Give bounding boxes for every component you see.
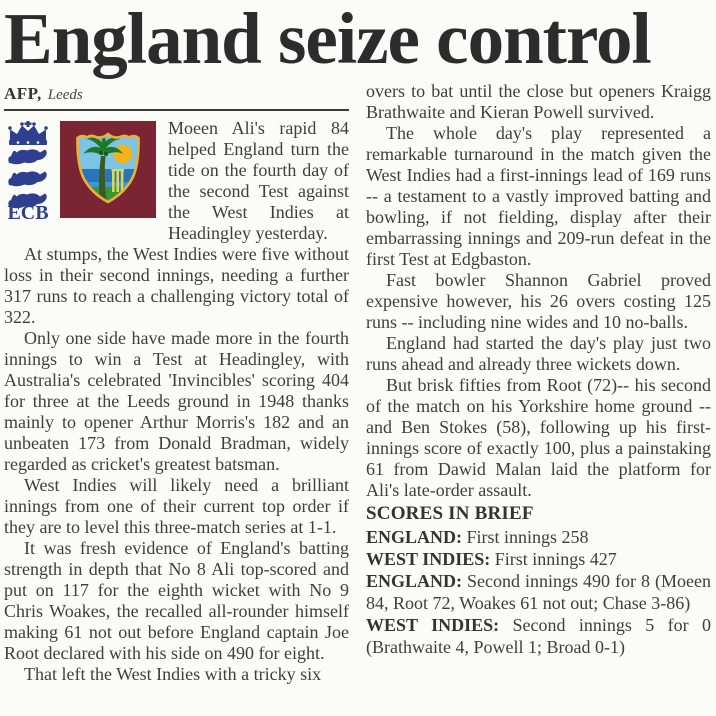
score-text: Second innings 490 for 8 (Moeen 84, Root 72, Woakes 61 not out; Chase 3-86)	[366, 571, 712, 614]
article-paragraph: overs to bat until the close but openers Kraigg Brathwaite and Kieran Powell survived.	[366, 81, 711, 123]
score-team: ENGLAND:	[366, 527, 463, 548]
score-text: Second innings 5 for 0 (Brathwaite 4, Powell 1; Broad 0-1)	[366, 615, 712, 658]
west-indies-crest-icon	[60, 121, 156, 218]
article-paragraph: But brisk fifties from Root (72)-- his second of the match on his Yorkshire home ground -- and Ben Stokes (58), following up his first-innings score of exactly 100, plus a painstaking 61 from Dawid Malan laid the platform for Ali's late-order assault.	[366, 375, 711, 501]
score-team: WEST INDIES:	[366, 615, 500, 636]
article-paragraph: Moeen Ali's rapid 84 helped England turn the tide on the fourth day of the second Test against the West Indies at Headingley yesterday.	[168, 118, 349, 244]
column-right	[366, 81, 711, 685]
article-paragraph: That left the West Indies with a tricky six	[24, 664, 322, 685]
article-paragraph: England had started the day's play just two runs ahead and already three wickets down.	[366, 333, 711, 375]
score-text: First innings 258	[466, 527, 589, 548]
ecb-crest-icon	[4, 121, 53, 221]
score-line	[366, 526, 711, 548]
article-paragraph: The whole day's play represented a remarkable turnaround in the match given the West Indies had a first-innings lead of 169 runs -- a testament to a vastly improved batting and bowling, if not fielding, display after their embarrassing innings and 209-run defeat in the first Test at Edgbaston.	[366, 123, 711, 270]
headline: England seize control	[4, 0, 651, 79]
score-line	[366, 570, 711, 614]
article-paragraph: At stumps, the West Indies were five without loss in their second innings, needing a further 317 runs to reach a challenging victory total of 322.	[4, 244, 349, 328]
score-team: ENGLAND:	[366, 571, 463, 592]
article-paragraph: Only one side have made more in the fourth innings to win a Test at Headingley, with Australia's celebrated 'Invincibles' scoring 404 for three at the Leeds ground in 1948 thanks mainly to opener Arthur Morris's 182 and an unbeaten 173 from Donald Bradman, widely regarded as cricket's greatest batsman.	[4, 328, 349, 475]
byline-rule	[4, 109, 349, 111]
score-team: WEST INDIES:	[366, 549, 491, 570]
article-paragraph: It was fresh evidence of England's batting strength in depth that No 8 Ali top-scored and put on 117 for the eighth wicket with No 9 Chris Woakes, the recalled all-rounder himself making 61 not out before England captain Joe Root declared with his side on 490 for eight.	[4, 538, 349, 664]
column-left	[4, 81, 349, 685]
score-line	[366, 548, 711, 570]
ecb-logo-text: ECB	[7, 202, 49, 222]
team-logos	[4, 121, 156, 221]
byline	[4, 81, 349, 105]
article-paragraph: West Indies will likely need a brilliant innings from one of their current top order if they are to level this three-match series at 1-1.	[4, 475, 349, 538]
scores-heading: SCORES IN BRIEF	[366, 503, 534, 525]
score-text: First innings 427	[494, 549, 617, 570]
byline-place: Leeds	[47, 87, 83, 104]
article-body	[4, 81, 711, 685]
article-paragraph: Fast bowler Shannon Gabriel proved expensive however, his 26 overs costing 125 runs -- including nine wides and 10 no-balls.	[366, 270, 711, 333]
byline-agency: AFP,	[4, 84, 42, 104]
score-line	[366, 614, 711, 658]
